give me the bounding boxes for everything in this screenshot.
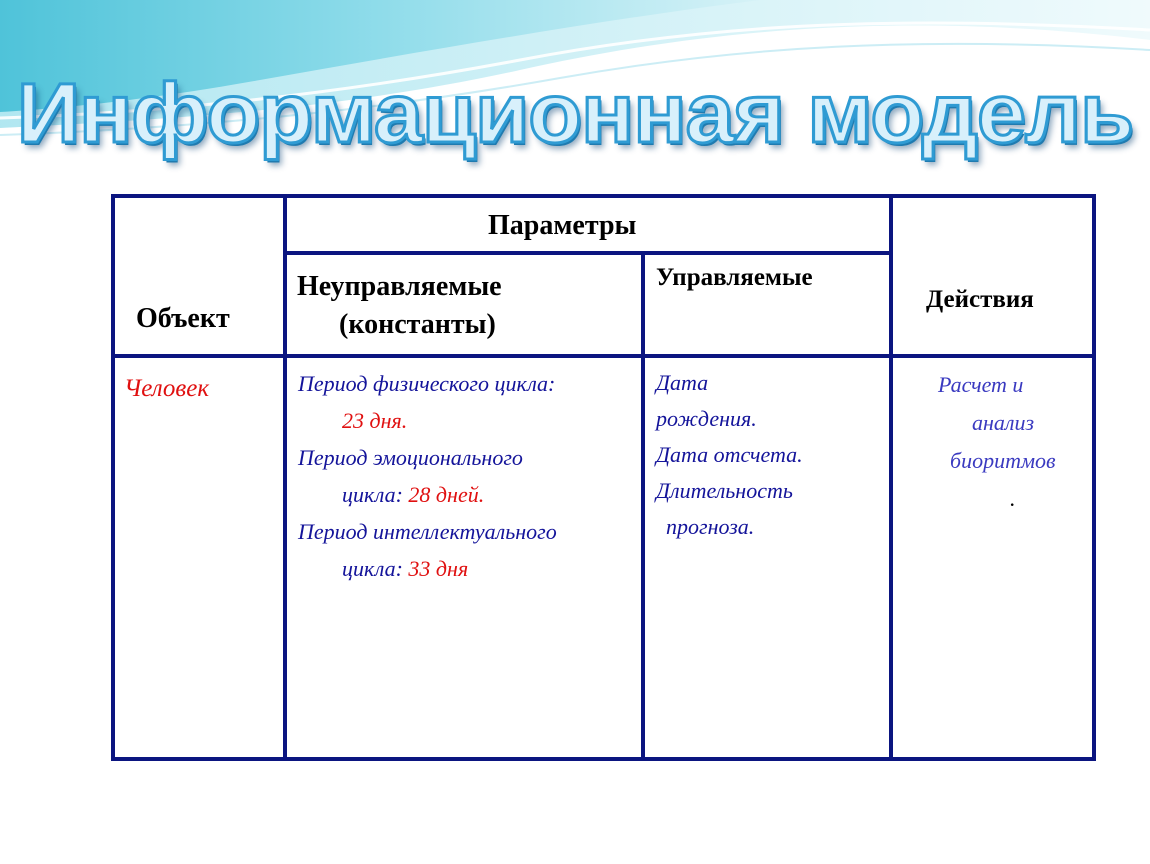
row-constants [298, 365, 557, 587]
row-object: Человек [124, 375, 210, 402]
controlled-line: Дата отсчета. [656, 442, 803, 467]
header-divider [111, 354, 1096, 358]
header-object: Объект [136, 303, 230, 334]
table-border-top [111, 194, 1096, 198]
controlled-line: Дата [656, 370, 709, 395]
constant-intellectual-label-cont: цикла: [342, 556, 403, 581]
constant-emotional-label-cont: цикла: [342, 482, 403, 507]
header-uncontrolled-line1: Неуправляемые [297, 271, 502, 302]
table-border-right [1092, 194, 1096, 761]
actions-line: анализ [972, 410, 1035, 435]
controlled-line: прогноза. [666, 514, 755, 539]
table-border-bottom [111, 757, 1096, 761]
header-actions: Действия [926, 286, 1034, 313]
column-divider-2 [641, 254, 645, 761]
constant-intellectual-value: 33 дня [408, 556, 469, 581]
constant-physical-value: 23 дня. [342, 408, 408, 433]
row-controlled [656, 365, 803, 545]
parameters-divider [283, 251, 893, 255]
controlled-line: Длительность [656, 478, 793, 503]
slide-title: Информационная модель [16, 66, 1134, 160]
actions-line: Расчет и [938, 372, 1024, 397]
constant-emotional-value: 28 дней. [408, 482, 485, 507]
header-uncontrolled [297, 268, 502, 344]
constant-physical-label: Период физического цикла: [298, 371, 556, 396]
header-uncontrolled-line2: (константы) [339, 309, 496, 340]
column-divider-1 [283, 194, 287, 761]
column-divider-3 [889, 194, 893, 761]
constant-intellectual-label: Период интеллектуального [298, 519, 557, 544]
actions-line: биоритмов [950, 448, 1056, 473]
table-border-left [111, 194, 115, 761]
header-controlled: Управляемые [656, 264, 813, 291]
controlled-line: рождения. [656, 406, 757, 431]
actions-line: . [1010, 486, 1016, 511]
row-actions [938, 366, 1056, 518]
header-parameters: Параметры [488, 210, 637, 241]
constant-emotional-label: Период эмоционального [298, 445, 523, 470]
